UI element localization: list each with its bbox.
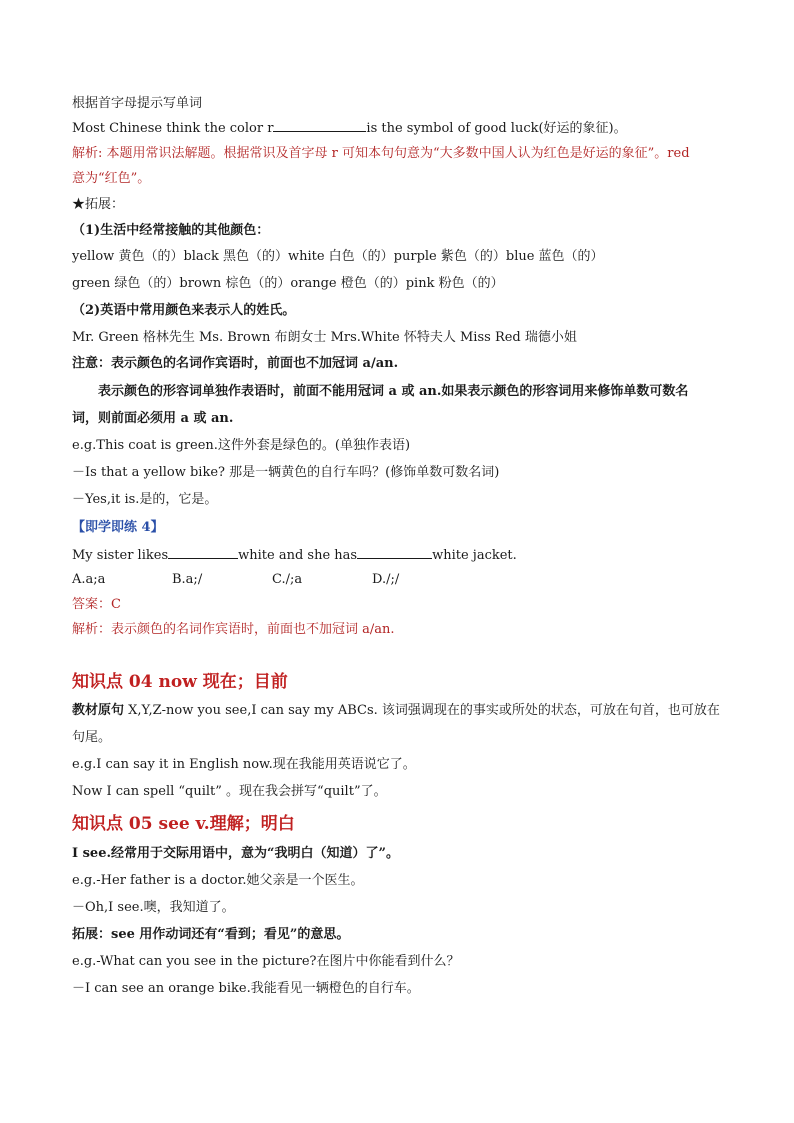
kp5-line1: I see.经常用于交际用语中，意为“我明白（知道）了”。 [72,846,399,861]
practice-text-2: white and she has [238,548,358,563]
option-c: C./;a [272,572,303,587]
kp4-lead: 教材原句 [72,703,125,718]
example-line3: －Yes,it is.是的，它是。 [72,492,218,507]
kp4-example1: e.g.I can say it in English now.现在我能用英语说它了。 [72,757,416,772]
practice-answer: 答案：C [72,597,121,612]
kp4-text-line1 [72,702,732,720]
practice-analysis: 解析：表示颜色的名词作宾语时，前面也不加冠词 a/an. [72,622,395,637]
knowledge-point-04-title: 知识点 04 now 现在；目前 [72,672,288,692]
practice-text-1: My sister likes [72,548,169,563]
answer-blank [273,119,366,132]
kp4-text-line2: 句尾。 [72,730,112,745]
color-list-line1: yellow 黄色（的）black 黑色（的）white 白色（的）purple 紫色（的）blue 蓝色（的） [72,249,604,264]
note-line2: 表示颜色的形容词单独作表语时，前面不能用冠词 a 或 an.如果表示颜色的形容词用来修饰单数可数名 [98,384,689,399]
exercise-analysis-cont: 意为“红色”。 [72,171,151,186]
kp5-example3: e.g.-What can you see in the picture?在图片中你能看到什么？ [72,954,460,969]
option-b: B.a;/ [172,572,203,587]
kp4-text: X,Y,Z-now you see,I can say my ABCs. 该词强调现在的事实或所处的状态，可放在句首，也可放在 [124,703,720,718]
question-text-before: Most Chinese think the color r [72,121,274,136]
expand-title: ★拓展： [72,197,125,212]
option-a: A.a;a [72,572,106,587]
kp5-expand: 拓展：see 用作动词还有“看到；看见”的意思。 [72,927,350,942]
option-d: D./;/ [372,572,400,587]
question-text-after: is the symbol of good luck(好运的象征)。 [366,121,627,136]
practice-tag: 【即学即练 4】 [72,520,164,535]
color-list-line2: green 绿色（的）brown 棕色（的）orange 橙色（的）pink 粉色（的） [72,276,504,291]
practice-blank-2 [357,546,432,559]
example-line1: e.g.This coat is green.这件外套是绿色的。(单独作表语) [72,438,411,453]
exercise-analysis: 解析: 本题用常识法解题。根据常识及首字母 r 可知本句句意为“大多数中国人认为红色是好运的象征”。red [72,146,690,161]
expand-section2-title: （2)英语中常用颜色来表示人的姓氏。 [72,303,296,318]
kp4-example2: Now I can spell “quilt” 。现在我会拼写“quilt”了。 [72,784,387,799]
knowledge-point-05-title: 知识点 05 see v.理解；明白 [72,814,295,834]
kp5-example2: －Oh,I see.噢，我知道了。 [72,900,235,915]
expand-section1-title: （1)生活中经常接触的其他颜色： [72,223,270,238]
practice-text-3: white jacket. [432,548,517,563]
kp5-example1: e.g.-Her father is a doctor.她父亲是一个医生。 [72,873,364,888]
surname-examples: Mr. Green 格林先生 Ms. Brown 布朗女士 Mrs.White 怀特夫人 Miss Red 瑞德小姐 [72,330,577,345]
kp5-example4: －I can see an orange bike.我能看见一辆橙色的自行车。 [72,981,420,996]
note-line3: 词，则前面必须用 a 或 an. [72,411,234,426]
exercise-instruction: 根据首字母提示写单词 [72,96,203,111]
example-line2: －Is that a yellow bike? 那是一辆黄色的自行车吗？(修饰单数可数名词) [72,465,500,480]
practice-question [72,546,732,565]
exercise-question [72,119,732,138]
note-line1: 注意：表示颜色的名词作宾语时，前面也不加冠词 a/an. [72,356,399,371]
document-page [72,92,732,998]
practice-options [72,571,732,589]
practice-blank-1 [168,546,238,559]
